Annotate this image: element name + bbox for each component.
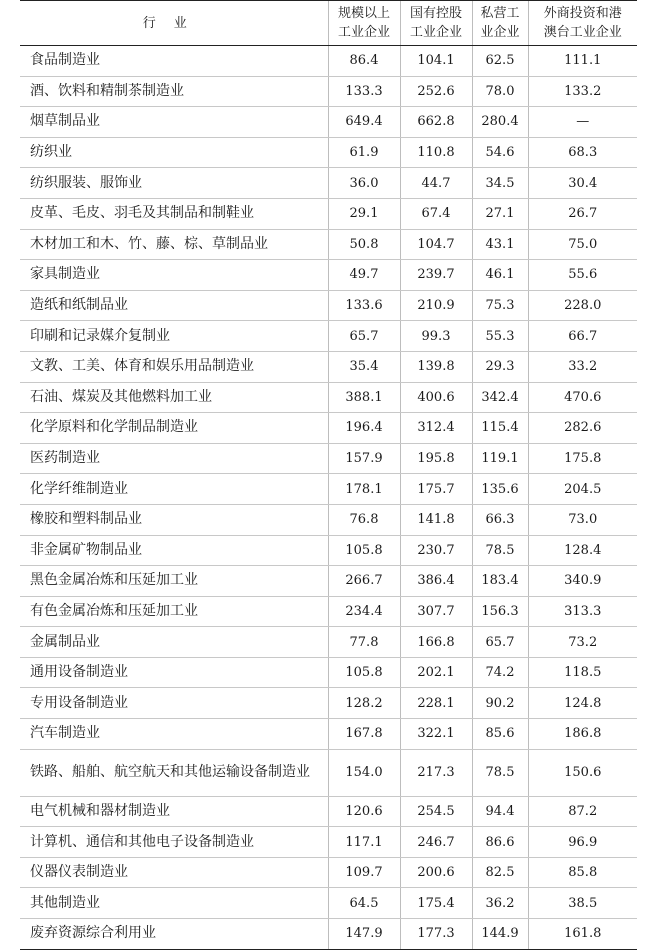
table-row [20, 137, 637, 168]
header-row [20, 1, 637, 46]
value-private: 43.1 [472, 229, 528, 260]
value-state-holding: 239.7 [400, 260, 472, 291]
table-row [20, 535, 637, 566]
industry-name: 橡胶和塑料制品业 [20, 504, 328, 535]
value-state-holding: 67.4 [400, 198, 472, 229]
industry-table [20, 0, 637, 950]
industry-name: 纺织业 [20, 137, 328, 168]
industry-name: 仪器仪表制造业 [20, 857, 328, 888]
value-above-scale: 29.1 [328, 198, 400, 229]
table-row [20, 627, 637, 658]
table-row [20, 657, 637, 688]
table-row [20, 566, 637, 597]
table-row [20, 290, 637, 321]
value-state-holding: 217.3 [400, 749, 472, 796]
value-state-holding: 228.1 [400, 688, 472, 719]
industry-name: 医药制造业 [20, 443, 328, 474]
value-above-scale: 154.0 [328, 749, 400, 796]
value-state-holding: 104.7 [400, 229, 472, 260]
value-foreign: 186.8 [528, 719, 637, 750]
industry-name: 计算机、通信和其他电子设备制造业 [20, 827, 328, 858]
table-row [20, 413, 637, 444]
header-industry [20, 1, 328, 46]
table-row [20, 596, 637, 627]
value-foreign: 161.8 [528, 919, 637, 950]
value-above-scale: 178.1 [328, 474, 400, 505]
industry-name: 造纸和纸制品业 [20, 290, 328, 321]
value-state-holding: 177.3 [400, 919, 472, 950]
value-state-holding: 166.8 [400, 627, 472, 658]
table-row [20, 888, 637, 919]
value-private: 36.2 [472, 888, 528, 919]
industry-name: 非金属矿物制品业 [20, 535, 328, 566]
header-state-holding [400, 1, 472, 46]
table-row [20, 749, 637, 796]
table-header [20, 1, 637, 46]
value-state-holding: 99.3 [400, 321, 472, 352]
header-industry-label: 行业 [142, 15, 205, 31]
value-foreign: 313.3 [528, 596, 637, 627]
value-above-scale: 64.5 [328, 888, 400, 919]
value-state-holding: 200.6 [400, 857, 472, 888]
header-state-holding-line2: 工业企业 [409, 25, 462, 40]
value-above-scale: 76.8 [328, 504, 400, 535]
industry-name: 有色金属冶炼和压延加工业 [20, 596, 328, 627]
value-above-scale: 109.7 [328, 857, 400, 888]
value-state-holding: 662.8 [400, 107, 472, 138]
industry-name: 文教、工美、体育和娱乐用品制造业 [20, 351, 328, 382]
value-private: 46.1 [472, 260, 528, 291]
header-foreign [528, 1, 637, 46]
value-foreign: 96.9 [528, 827, 637, 858]
value-above-scale: 157.9 [328, 443, 400, 474]
value-state-holding: 307.7 [400, 596, 472, 627]
value-private: 82.5 [472, 857, 528, 888]
value-foreign: 204.5 [528, 474, 637, 505]
industry-name: 化学纤维制造业 [20, 474, 328, 505]
value-private: 86.6 [472, 827, 528, 858]
value-private: 85.6 [472, 719, 528, 750]
value-above-scale: 50.8 [328, 229, 400, 260]
value-state-holding: 44.7 [400, 168, 472, 199]
value-foreign: 85.8 [528, 857, 637, 888]
value-private: 62.5 [472, 46, 528, 77]
industry-name: 印刷和记录媒介复制业 [20, 321, 328, 352]
value-state-holding: 252.6 [400, 76, 472, 107]
value-foreign: 87.2 [528, 796, 637, 827]
value-state-holding: 210.9 [400, 290, 472, 321]
header-private [472, 1, 528, 46]
value-private: 27.1 [472, 198, 528, 229]
value-private: 74.2 [472, 657, 528, 688]
value-above-scale: 86.4 [328, 46, 400, 77]
value-above-scale: 77.8 [328, 627, 400, 658]
value-state-holding: 175.4 [400, 888, 472, 919]
value-private: 94.4 [472, 796, 528, 827]
industry-name: 黑色金属冶炼和压延加工业 [20, 566, 328, 597]
value-above-scale: 49.7 [328, 260, 400, 291]
value-foreign: 38.5 [528, 888, 637, 919]
value-above-scale: 105.8 [328, 657, 400, 688]
value-foreign: 228.0 [528, 290, 637, 321]
header-private-line1: 私营工 [480, 6, 520, 21]
value-state-holding: 141.8 [400, 504, 472, 535]
industry-name: 酒、饮料和精制茶制造业 [20, 76, 328, 107]
table-row [20, 351, 637, 382]
industry-name: 皮革、毛皮、羽毛及其制品和制鞋业 [20, 198, 328, 229]
value-foreign: 124.8 [528, 688, 637, 719]
value-private: 78.5 [472, 749, 528, 796]
value-above-scale: 147.9 [328, 919, 400, 950]
industry-name: 食品制造业 [20, 46, 328, 77]
value-above-scale: 36.0 [328, 168, 400, 199]
value-state-holding: 400.6 [400, 382, 472, 413]
table-row [20, 796, 637, 827]
value-foreign: 150.6 [528, 749, 637, 796]
table-row [20, 321, 637, 352]
value-state-holding: 110.8 [400, 137, 472, 168]
value-state-holding: 175.7 [400, 474, 472, 505]
value-above-scale: 167.8 [328, 719, 400, 750]
value-foreign: 128.4 [528, 535, 637, 566]
value-state-holding: 139.8 [400, 351, 472, 382]
value-state-holding: 386.4 [400, 566, 472, 597]
value-foreign: 73.2 [528, 627, 637, 658]
value-private: 34.5 [472, 168, 528, 199]
table-row [20, 857, 637, 888]
value-foreign: 282.6 [528, 413, 637, 444]
value-state-holding: 254.5 [400, 796, 472, 827]
value-private: 156.3 [472, 596, 528, 627]
value-state-holding: 246.7 [400, 827, 472, 858]
industry-name: 木材加工和木、竹、藤、棕、草制品业 [20, 229, 328, 260]
table-row [20, 688, 637, 719]
value-private: 342.4 [472, 382, 528, 413]
value-private: 78.5 [472, 535, 528, 566]
value-above-scale: 266.7 [328, 566, 400, 597]
value-foreign: 340.9 [528, 566, 637, 597]
industry-name: 通用设备制造业 [20, 657, 328, 688]
value-private: 115.4 [472, 413, 528, 444]
value-state-holding: 104.1 [400, 46, 472, 77]
value-private: 66.3 [472, 504, 528, 535]
table-row [20, 168, 637, 199]
industry-name: 家具制造业 [20, 260, 328, 291]
value-foreign: 55.6 [528, 260, 637, 291]
value-private: 280.4 [472, 107, 528, 138]
industry-name: 专用设备制造业 [20, 688, 328, 719]
value-above-scale: 105.8 [328, 535, 400, 566]
value-private: 29.3 [472, 351, 528, 382]
value-private: 65.7 [472, 627, 528, 658]
value-state-holding: 230.7 [400, 535, 472, 566]
table-body [20, 46, 637, 950]
industry-name: 废弃资源综合利用业 [20, 919, 328, 950]
table-row [20, 229, 637, 260]
industry-name: 纺织服装、服饰业 [20, 168, 328, 199]
header-above-scale-line1: 规模以上 [337, 6, 390, 21]
value-above-scale: 117.1 [328, 827, 400, 858]
value-state-holding: 322.1 [400, 719, 472, 750]
value-foreign: 111.1 [528, 46, 637, 77]
industry-name: 金属制品业 [20, 627, 328, 658]
value-private: 183.4 [472, 566, 528, 597]
table-row [20, 107, 637, 138]
value-foreign: 118.5 [528, 657, 637, 688]
header-above-scale-line2: 工业企业 [337, 25, 390, 40]
value-private: 119.1 [472, 443, 528, 474]
value-foreign: 75.0 [528, 229, 637, 260]
industry-name: 烟草制品业 [20, 107, 328, 138]
value-private: 90.2 [472, 688, 528, 719]
value-state-holding: 195.8 [400, 443, 472, 474]
industry-name: 化学原料和化学制品制造业 [20, 413, 328, 444]
header-state-holding-line1: 国有控股 [409, 6, 462, 21]
value-private: 75.3 [472, 290, 528, 321]
header-private-line2: 业企业 [480, 25, 520, 40]
table-row [20, 198, 637, 229]
header-foreign-line2: 澳台工业企业 [543, 25, 622, 40]
table-row [20, 919, 637, 950]
table-row [20, 474, 637, 505]
value-foreign: 68.3 [528, 137, 637, 168]
value-foreign: 30.4 [528, 168, 637, 199]
value-above-scale: 35.4 [328, 351, 400, 382]
value-foreign: 33.2 [528, 351, 637, 382]
value-above-scale: 196.4 [328, 413, 400, 444]
value-private: 55.3 [472, 321, 528, 352]
table-row [20, 76, 637, 107]
value-private: 78.0 [472, 76, 528, 107]
value-above-scale: 65.7 [328, 321, 400, 352]
industry-name: 石油、煤炭及其他燃料加工业 [20, 382, 328, 413]
value-state-holding: 312.4 [400, 413, 472, 444]
industry-name: 其他制造业 [20, 888, 328, 919]
value-private: 135.6 [472, 474, 528, 505]
header-above-scale [328, 1, 400, 46]
industry-name: 电气机械和器材制造业 [20, 796, 328, 827]
industry-name: 汽车制造业 [20, 719, 328, 750]
table-row [20, 260, 637, 291]
value-private: 54.6 [472, 137, 528, 168]
value-above-scale: 133.6 [328, 290, 400, 321]
value-state-holding: 202.1 [400, 657, 472, 688]
table-row [20, 827, 637, 858]
value-above-scale: 120.6 [328, 796, 400, 827]
value-foreign: 470.6 [528, 382, 637, 413]
header-foreign-line1: 外商投资和港 [543, 6, 622, 21]
value-above-scale: 388.1 [328, 382, 400, 413]
table-row [20, 504, 637, 535]
table-row [20, 382, 637, 413]
value-foreign: 133.2 [528, 76, 637, 107]
industry-name: 铁路、船舶、航空航天和其他运输设备制造业 [20, 749, 328, 796]
table-row [20, 443, 637, 474]
table-row [20, 719, 637, 750]
value-above-scale: 649.4 [328, 107, 400, 138]
value-foreign: 175.8 [528, 443, 637, 474]
value-foreign: 26.7 [528, 198, 637, 229]
value-private: 144.9 [472, 919, 528, 950]
value-above-scale: 133.3 [328, 76, 400, 107]
table-row [20, 46, 637, 77]
value-above-scale: 61.9 [328, 137, 400, 168]
industry-table-wrapper [20, 0, 637, 950]
value-foreign: — [528, 107, 637, 138]
value-above-scale: 234.4 [328, 596, 400, 627]
value-above-scale: 128.2 [328, 688, 400, 719]
value-foreign: 73.0 [528, 504, 637, 535]
value-foreign: 66.7 [528, 321, 637, 352]
